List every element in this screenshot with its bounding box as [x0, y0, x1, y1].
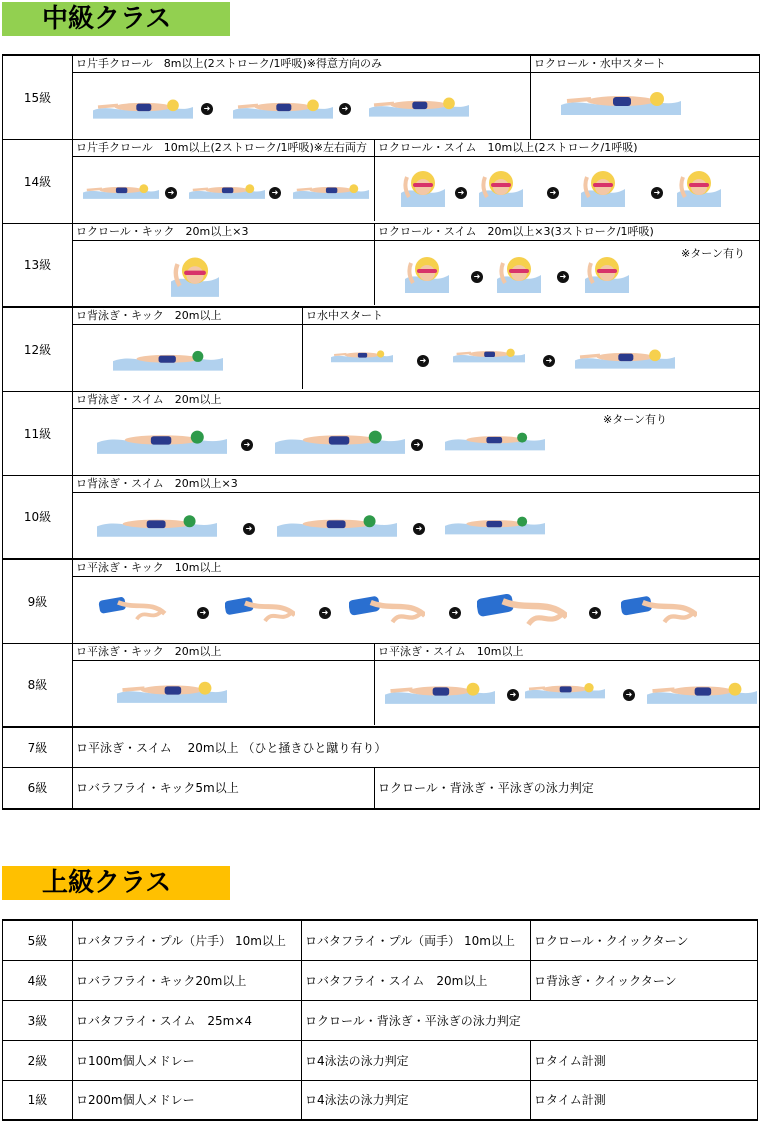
next-arrow-icon: ➜: [319, 607, 331, 619]
swim-illustration: [73, 325, 302, 389]
skill-checkbox-item[interactable]: ロ背泳ぎ・クイックターン: [531, 960, 758, 1000]
next-arrow-icon: ➜: [557, 271, 569, 283]
skill-checkbox-item[interactable]: ロクロール・スイム 10m以上(2ストローク/1呼吸): [375, 140, 759, 157]
level-row-7: [3, 727, 760, 767]
level-row-14: [3, 139, 760, 223]
next-arrow-icon: ➜: [269, 187, 281, 199]
level-row-11: [3, 391, 760, 475]
skill-checkbox-item[interactable]: ロバタフライ・スイム 25m×4: [73, 1000, 302, 1040]
next-arrow-icon: ➜: [417, 355, 429, 367]
level-label: 2級: [3, 1040, 73, 1080]
level-row-8: [3, 643, 760, 727]
level-label: 9級: [3, 559, 73, 643]
skill-checkbox-item[interactable]: ロ背泳ぎ・キック 20m以上: [73, 308, 302, 325]
intermediate-level-table: [2, 54, 760, 810]
level-label: 11級: [3, 391, 73, 475]
level-row-5: [3, 920, 758, 960]
skill-checkbox-item[interactable]: ロバタフライ・プル（片手） 10m以上: [73, 920, 302, 960]
skill-checkbox-item[interactable]: ロ平泳ぎ・スイム 20m以上 （ひと掻きひと蹴り有り）: [73, 727, 760, 767]
skill-checkbox-item[interactable]: ロクロール・背泳ぎ・平泳ぎの泳力判定: [302, 1000, 758, 1040]
next-arrow-icon: ➜: [241, 439, 253, 451]
level-label: 4級: [3, 960, 73, 1000]
swim-illustration: [375, 661, 759, 725]
skill-checkbox-item[interactable]: ロクロール・水中スタート: [531, 56, 759, 73]
swim-illustration: [73, 577, 759, 641]
level-label: 12級: [3, 307, 73, 391]
level-label: 15級: [3, 55, 73, 139]
skill-checkbox-item[interactable]: ロ片手クロール 10m以上(2ストローク/1呼吸)※左右両方: [73, 140, 374, 157]
skill-checkbox-item[interactable]: ロタイム計測: [531, 1080, 758, 1120]
swim-illustration: [73, 409, 759, 473]
skill-checkbox-item[interactable]: ロタイム計測: [531, 1040, 758, 1080]
level-label: 6級: [3, 767, 73, 809]
skill-checkbox-item[interactable]: ロ200m個人メドレー: [73, 1080, 302, 1120]
skill-checkbox-item[interactable]: ロクロール・背泳ぎ・平泳ぎの泳力判定: [375, 768, 760, 808]
skill-checkbox-item[interactable]: ロバタフライ・スイム 20m以上: [302, 960, 531, 1000]
advanced-level-table: [2, 919, 758, 1121]
skill-checkbox-item[interactable]: ロクロール・クイックターン: [531, 920, 758, 960]
skill-checkbox-item[interactable]: ロ平泳ぎ・キック 10m以上: [73, 560, 759, 577]
level-row-15: [3, 55, 760, 139]
skill-checkbox-item[interactable]: ロ水中スタート: [303, 308, 759, 325]
next-arrow-icon: ➜: [471, 271, 483, 283]
level-row-12: [3, 307, 760, 391]
level-label: 13級: [3, 223, 73, 307]
swim-illustration: [73, 157, 374, 221]
next-arrow-icon: ➜: [543, 355, 555, 367]
level-label: 5級: [3, 920, 73, 960]
swim-illustration: [303, 325, 759, 389]
skill-checkbox-item[interactable]: ロ背泳ぎ・スイム 20m以上×3: [73, 476, 759, 493]
next-arrow-icon: ➜: [411, 439, 423, 451]
skill-checkbox-item[interactable]: ロ背泳ぎ・スイム 20m以上: [73, 392, 759, 409]
level-row-2: [3, 1040, 758, 1080]
skill-checkbox-item[interactable]: ロクロール・スイム 20m以上×3(3ストローク/1呼吸): [375, 224, 759, 241]
next-arrow-icon: ➜: [455, 187, 467, 199]
level-label: 10級: [3, 475, 73, 559]
level-label: 1級: [3, 1080, 73, 1120]
intermediate-class-banner: 中級クラス: [2, 2, 230, 36]
skill-checkbox-item[interactable]: ロ4泳法の泳力判定: [302, 1040, 531, 1080]
level-row-3: [3, 1000, 758, 1040]
next-arrow-icon: ➜: [201, 103, 213, 115]
level-label: 8級: [3, 643, 73, 727]
skill-checkbox-item[interactable]: ロバラフライ・キック5m以上: [76, 781, 239, 795]
swim-illustration: [73, 493, 759, 557]
level-row-9: [3, 559, 760, 643]
swim-illustration: [73, 73, 530, 137]
next-arrow-icon: ➜: [165, 187, 177, 199]
skill-checkbox-item[interactable]: ロ平泳ぎ・スイム 10m以上: [375, 644, 759, 661]
turn-note: ※ターン有り: [681, 246, 745, 260]
level-label: 7級: [3, 727, 73, 767]
next-arrow-icon: ➜: [623, 689, 635, 701]
next-arrow-icon: ➜: [507, 689, 519, 701]
next-arrow-icon: ➜: [589, 607, 601, 619]
level-row-13: [3, 223, 760, 307]
level-label: 14級: [3, 139, 73, 223]
level-label: 3級: [3, 1000, 73, 1040]
skill-checkbox-item[interactable]: ロ4泳法の泳力判定: [302, 1080, 531, 1120]
swim-illustration: [375, 157, 759, 221]
level-row-6: [3, 767, 760, 809]
swim-illustration: [375, 241, 759, 305]
next-arrow-icon: ➜: [449, 607, 461, 619]
next-arrow-icon: ➜: [547, 187, 559, 199]
skill-checkbox-item[interactable]: ロバタフライ・プル（両手） 10m以上: [302, 920, 531, 960]
level-row-4: [3, 960, 758, 1000]
advanced-class-banner: 上級クラス: [2, 866, 230, 900]
next-arrow-icon: ➜: [243, 523, 255, 535]
next-arrow-icon: ➜: [197, 607, 209, 619]
level-row-1: [3, 1080, 758, 1120]
level-row-10: [3, 475, 760, 559]
skill-checkbox-item[interactable]: ロ片手クロール 8m以上(2ストローク/1呼吸)※得意方向のみ: [73, 56, 530, 73]
swim-illustration: [73, 661, 374, 725]
skill-checkbox-item[interactable]: ロ100m個人メドレー: [73, 1040, 302, 1080]
turn-note: ※ターン有り: [603, 412, 667, 426]
next-arrow-icon: ➜: [651, 187, 663, 199]
swim-illustration: [531, 73, 759, 137]
skill-checkbox-item[interactable]: ロクロール・キック 20m以上×3: [73, 224, 374, 241]
next-arrow-icon: ➜: [413, 523, 425, 535]
swim-illustration: [73, 241, 374, 305]
skill-checkbox-item[interactable]: ロ平泳ぎ・キック 20m以上: [73, 644, 374, 661]
next-arrow-icon: ➜: [339, 103, 351, 115]
skill-checkbox-item[interactable]: ロバラフライ・キック20m以上: [73, 960, 302, 1000]
